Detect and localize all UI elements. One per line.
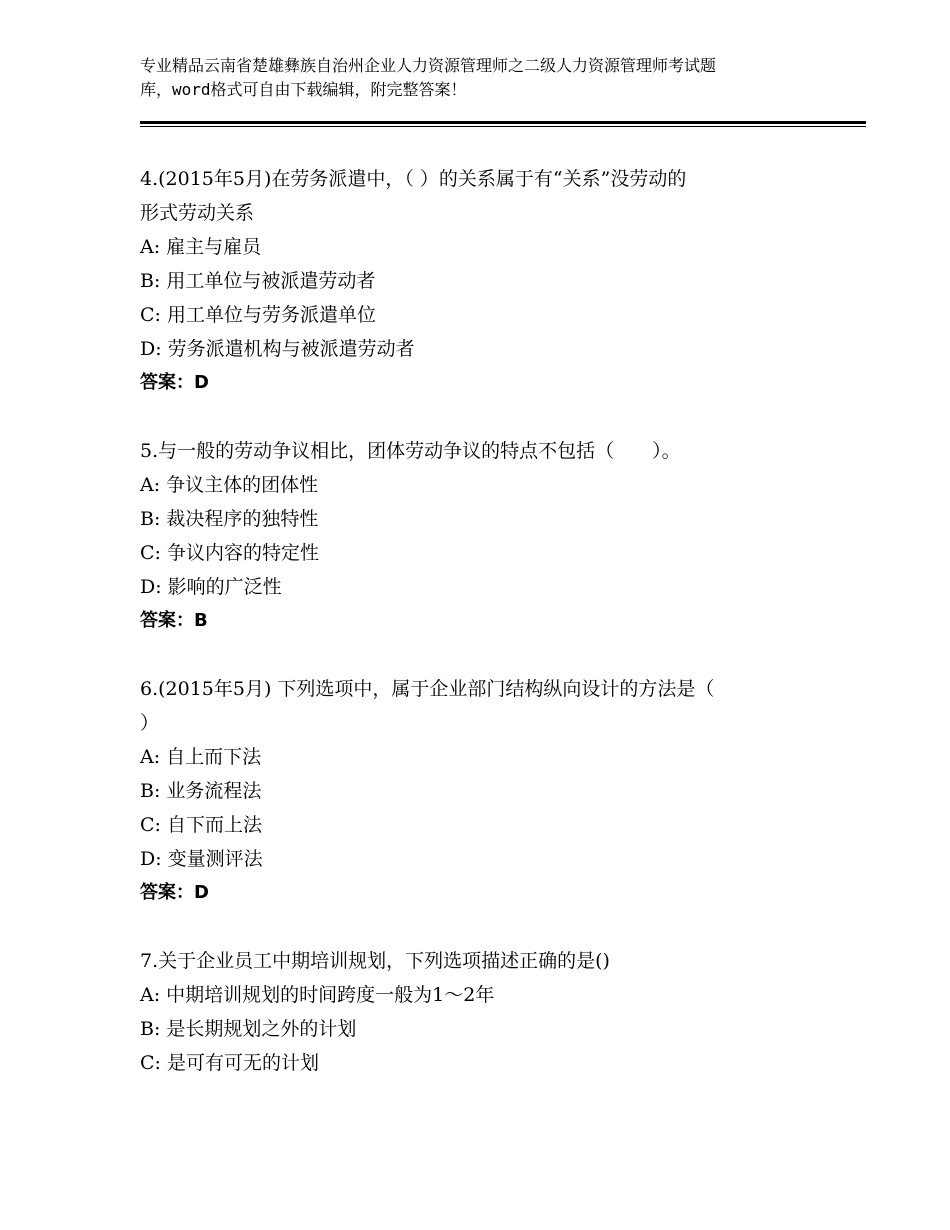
answer-label: 答案：D bbox=[140, 882, 209, 903]
question-list bbox=[140, 162, 820, 1114]
question-stem: 6.(2015年5月) 下列选项中，属于企业部门结构纵向设计的方法是（ bbox=[140, 678, 715, 700]
document-header bbox=[140, 54, 840, 102]
answer-label: 答案：B bbox=[140, 610, 208, 631]
option-a: A: 雇主与雇员 bbox=[140, 236, 262, 258]
question-4 bbox=[140, 162, 820, 400]
question-stem: 7.关于企业员工中期培训规划，下列选项描述正确的是() bbox=[140, 950, 610, 972]
option-c: C: 自下而上法 bbox=[140, 814, 262, 836]
option-a: A: 争议主体的团体性 bbox=[140, 474, 319, 496]
header-rule-thin bbox=[140, 126, 866, 127]
question-5 bbox=[140, 434, 820, 638]
option-d: D: 影响的广泛性 bbox=[140, 576, 282, 598]
question-stem: 5.与一般的劳动争议相比，团体劳动争议的特点不包括（ ）。 bbox=[140, 440, 681, 462]
answer-label: 答案：D bbox=[140, 372, 209, 393]
header-rule-thick bbox=[140, 121, 866, 124]
question-stem: 形式劳动关系 bbox=[140, 202, 255, 224]
question-6 bbox=[140, 672, 820, 910]
question-7 bbox=[140, 944, 820, 1080]
option-b: B: 是长期规划之外的计划 bbox=[140, 1018, 357, 1040]
option-a: A: 中期培训规划的时间跨度一般为1～2年 bbox=[140, 984, 495, 1006]
option-c: C: 是可有可无的计划 bbox=[140, 1052, 319, 1074]
option-c: C: 用工单位与劳务派遣单位 bbox=[140, 304, 376, 326]
question-stem: 4.(2015年5月)在劳务派遣中，（ ）的关系属于有“关系”没劳动的 bbox=[140, 168, 687, 190]
option-a: A: 自上而下法 bbox=[140, 746, 262, 768]
question-stem: ） bbox=[140, 712, 160, 734]
option-b: B: 业务流程法 bbox=[140, 780, 262, 802]
option-b: B: 裁决程序的独特性 bbox=[140, 508, 319, 530]
option-d: D: 变量测评法 bbox=[140, 848, 263, 870]
header-line-1: 专业精品云南省楚雄彝族自治州企业人力资源管理师之二级人力资源管理师考试题 bbox=[140, 56, 717, 75]
option-b: B: 用工单位与被派遣劳动者 bbox=[140, 270, 376, 292]
header-line-2: 库，word格式可自由下载编辑，附完整答案！ bbox=[140, 80, 467, 99]
option-d: D: 劳务派遣机构与被派遣劳动者 bbox=[140, 338, 415, 360]
option-c: C: 争议内容的特定性 bbox=[140, 542, 319, 564]
